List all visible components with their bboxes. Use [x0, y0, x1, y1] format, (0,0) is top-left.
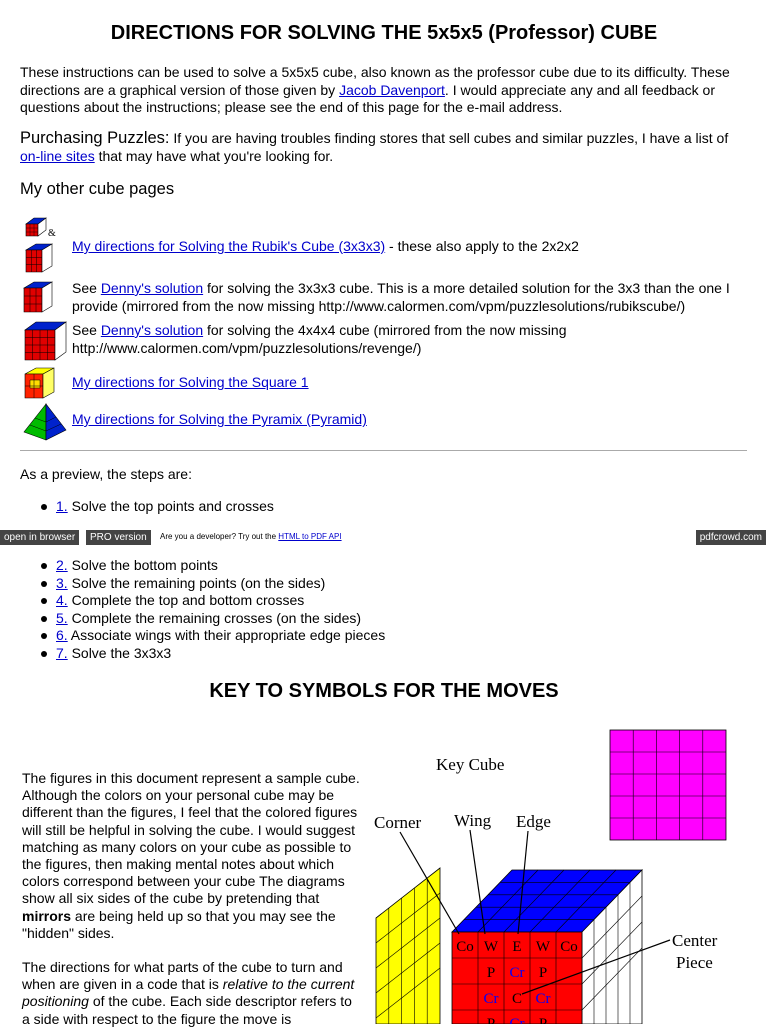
other-page-item	[22, 216, 752, 274]
intro-paragraph	[20, 64, 750, 117]
label-corner: Corner	[374, 813, 422, 832]
symbol: P	[538, 1016, 548, 1024]
item-prefix: See	[72, 280, 101, 296]
pyramix-link[interactable]: My directions for Solving the Pyramix (Pyramid)	[72, 411, 367, 427]
list-item: 7. Solve the 3x3x3	[40, 645, 385, 663]
key-heading: KEY TO SYMBOLS FOR THE MOVES	[209, 680, 559, 702]
square1-icon	[22, 366, 56, 403]
purchasing-text-end: that may have what you're looking for.	[94, 147, 334, 164]
step-7-link[interactable]: 7.	[56, 644, 68, 661]
item-suffix: for solving the 4x4x4 cube (mirrored from the now missing http://www.calormen.com/vpm/puzzlesolutions/revenge/)	[72, 322, 567, 356]
symbol: Co	[560, 939, 578, 955]
relative-italic: relative to the current positioning	[22, 976, 355, 1010]
symbol: W	[483, 939, 499, 955]
svg-text:&: &	[48, 228, 56, 239]
jacob-davenport-link[interactable]: Jacob Davenport	[339, 81, 445, 98]
other-pages-heading: My other cube pages	[20, 180, 175, 198]
symbol: P	[486, 1016, 496, 1024]
list-item: 3. Solve the remaining points (on the sides)	[40, 575, 385, 593]
symbol: Co	[456, 939, 474, 955]
purchasing-heading: Purchasing Puzzles:	[20, 129, 170, 147]
dennys-solution-4x4-link[interactable]: Denny's solution	[100, 322, 204, 338]
purchasing-paragraph	[20, 130, 750, 165]
other-page-item	[22, 402, 752, 442]
symbol: Cr	[509, 965, 525, 981]
purchasing-text: If you are having troubles finding stores that sell cubes and similar puzzles, I have a list of	[169, 130, 729, 146]
developer-note: Are you a developer? Try out the HTML to PDF API	[160, 532, 342, 541]
preview-label: As a preview, the steps are:	[20, 466, 192, 482]
list-item: 4. Complete the top and bottom crosses	[40, 592, 385, 610]
label-piece: Piece	[676, 953, 713, 972]
symbol: E	[512, 939, 522, 955]
step-3-link[interactable]: 3.	[56, 574, 68, 591]
step-5-link[interactable]: 5.	[56, 609, 68, 626]
symbol: Cr	[509, 1016, 525, 1024]
online-sites-link[interactable]: on-line sites	[20, 147, 95, 164]
pro-version-button[interactable]: PRO version	[86, 530, 151, 545]
label-wing: Wing	[454, 811, 492, 830]
item-suffix: for solving the 3x3x3 cube. This is a more detailed solution for the 3x3 than the one I provide (mirrored from the now missing http://www.calormen.com/vpm/puzzlesolutions/rubikscube/)	[72, 280, 730, 314]
symbol: W	[535, 939, 551, 955]
html-to-pdf-link[interactable]: HTML to PDF API	[278, 532, 342, 541]
rubiks-cube-link[interactable]: My directions for Solving the Rubik's Cube (3x3x3)	[72, 238, 386, 254]
diagram-title: Key Cube	[436, 755, 505, 774]
list-item: 1. Solve the top points and crosses	[40, 498, 274, 516]
steps-list-part1	[40, 498, 274, 516]
item-suffix: - these also apply to the 2x2x2	[385, 238, 579, 254]
open-in-browser-button[interactable]: open in browser	[0, 530, 79, 545]
key-cube-diagram	[370, 728, 768, 1027]
label-center: Center	[672, 931, 718, 950]
symbol: Cr	[483, 991, 499, 1007]
divider	[20, 450, 747, 451]
page-title: DIRECTIONS FOR SOLVING THE 5x5x5 (Professor) CUBE	[110, 22, 658, 44]
list-item: 2. Solve the bottom points	[40, 557, 385, 575]
key-paragraph-1: The figures in this document represent a sample cube. Although the colors on your personal cube may be different than the figures, I feel that the colored figures will still be helpful in solving the cube. I would suggest matching as many colors on your cube as possible to the figures, then making mental notes about which colors correspond between your cube The diagrams show all six sides of the cube by pretending that mirrors are being held up so that you may see the "hidden" sides.	[22, 770, 360, 941]
label-edge: Edge	[516, 812, 551, 831]
steps-list-part2	[40, 557, 385, 663]
list-item: 6. Associate wings with their appropriate edge pieces	[40, 627, 385, 645]
symbol: C	[511, 991, 523, 1007]
step-6-link[interactable]: 6.	[56, 627, 68, 644]
rubiks-cube-icon	[22, 280, 56, 317]
other-page-item	[22, 366, 752, 400]
rubiks-cube-icon	[22, 216, 70, 279]
dennys-solution-3x3-link[interactable]: Denny's solution	[100, 280, 204, 296]
intro-text-end: . I would appreciate any and all feedback or questions about the instructions; please see the end of this page for the e-mail address.	[20, 81, 715, 115]
list-item: 5. Complete the remaining crosses (on the sides)	[40, 610, 385, 628]
other-page-item	[22, 278, 752, 318]
step-2-link[interactable]: 2.	[56, 557, 68, 573]
intro-text: These instructions can be used to solve a 5x5x5 cube, also known as the professor cube due to its difficulty. These directions are a graphical version of those given by	[20, 64, 730, 98]
pdfcrowd-bar	[0, 530, 768, 545]
square1-link[interactable]: My directions for Solving the Square 1	[72, 374, 309, 390]
left-mirror-face	[376, 868, 440, 1024]
mirrors-bold: mirrors	[22, 907, 72, 924]
symbol: P	[538, 965, 548, 981]
pyramix-icon	[22, 402, 68, 445]
symbol: Cr	[535, 991, 551, 1007]
right-mirror-face	[610, 730, 726, 840]
pdfcrowd-brand-link[interactable]: pdfcrowd.com	[696, 530, 766, 545]
other-page-item	[22, 320, 752, 362]
symbol: P	[486, 965, 496, 981]
key-paragraph-2: The directions for what parts of the cube to turn and when are given in a code that is relative to the current positioning of the cube. Each side descriptor refers to a side with respect to the figure the move is	[22, 959, 355, 1027]
step-4-link[interactable]: 4.	[56, 592, 68, 609]
step-1-link[interactable]: 1.	[56, 498, 68, 514]
revenge-cube-icon	[22, 320, 68, 365]
item-prefix: See	[72, 322, 101, 338]
